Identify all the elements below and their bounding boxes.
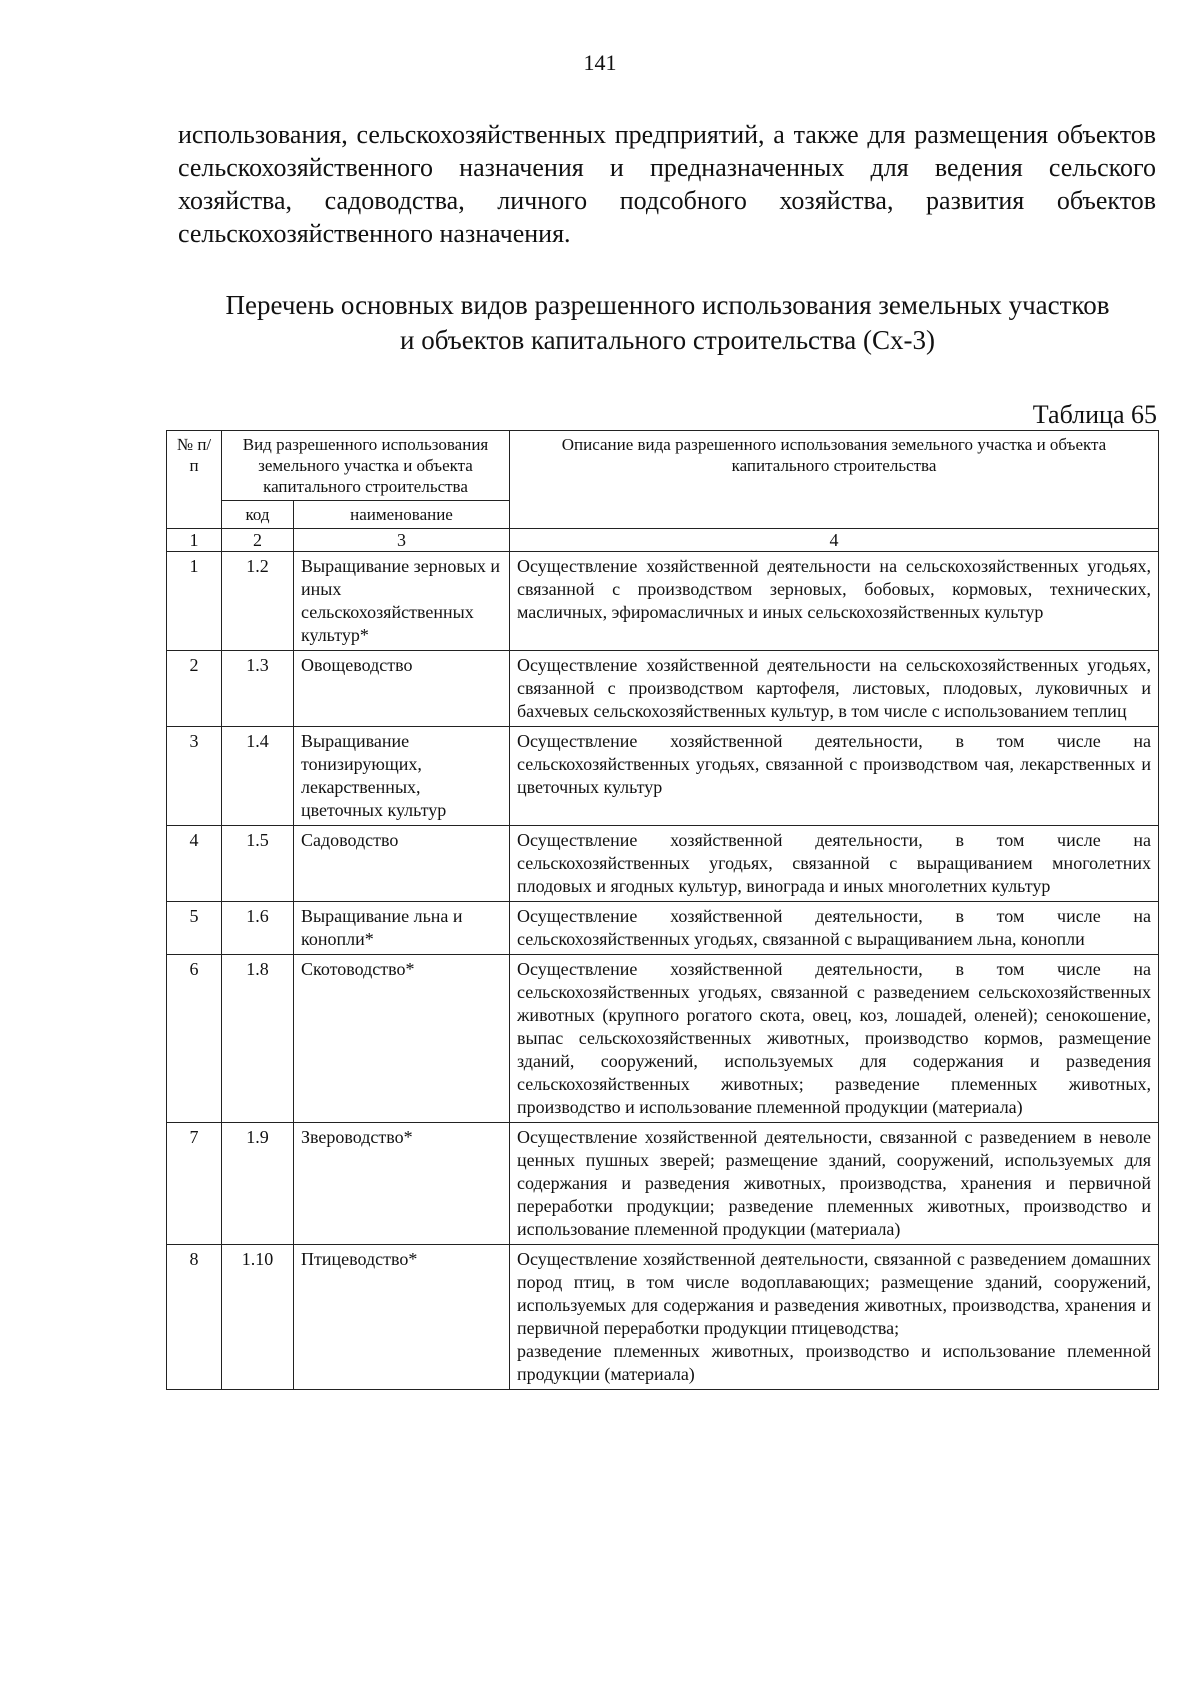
row-number-cell: 2 xyxy=(167,651,222,727)
row-name-cell: Выращивание тонизирующих, лекарственных, цветочных культур xyxy=(294,727,510,826)
row-number-cell: 1 xyxy=(167,552,222,651)
section-heading xyxy=(170,288,1165,358)
row-code-cell: 1.2 xyxy=(222,552,294,651)
row-name-cell: Скотоводство* xyxy=(294,955,510,1123)
row-name-cell: Выращивание льна и конопли* xyxy=(294,902,510,955)
page-number: 141 xyxy=(583,50,617,75)
header-type: Вид разрешенного использования земельного участка и объекта капитального строительства xyxy=(222,431,510,501)
row-description-cell: Осуществление хозяйственной деятельности на сельскохозяйственных угодьях, связанной с производством зерновых, бобовых, кормовых, технических, масличных, эфиромасличных и иных сельскохозяйственных культур xyxy=(510,552,1159,651)
index-cell: 3 xyxy=(294,529,510,552)
row-number-cell: 3 xyxy=(167,727,222,826)
table-row xyxy=(167,552,1159,651)
index-cell: 4 xyxy=(510,529,1159,552)
land-use-table xyxy=(166,430,1159,1390)
table-row xyxy=(167,955,1159,1123)
intro-paragraph: использования, сельскохозяйственных предприятий, а также для размещения объектов сельскохозяйственного назначения и предназначенных для ведения сельского хозяйства, садоводства, личного подсобного хозяйства, развития объектов сельскохозяйственного назначения. xyxy=(178,120,1156,248)
table-body xyxy=(167,529,1159,1390)
table-row xyxy=(167,826,1159,902)
row-code-cell: 1.4 xyxy=(222,727,294,826)
row-number-cell: 5 xyxy=(167,902,222,955)
row-code-cell: 1.6 xyxy=(222,902,294,955)
table-caption: Таблица 65 xyxy=(1032,400,1157,429)
row-description-cell: Осуществление хозяйственной деятельности, в том числе на сельскохозяйственных угодьях, связанной с выращиванием многолетних плодовых и ягодных культур, винограда и иных многолетних культур xyxy=(510,826,1159,902)
row-code-cell: 1.5 xyxy=(222,826,294,902)
heading-line-1: Перечень основных видов разрешенного использования земельных участков xyxy=(225,290,1110,320)
row-code-cell: 1.10 xyxy=(222,1245,294,1390)
row-description-cell: Осуществление хозяйственной деятельности, связанной с разведением домашних пород птиц, в том числе водоплавающих; размещение зданий, сооружений, используемых для содержания и разведения животных, производства, хранения и первичной переработки продукции птицеводства; разведение племенных животных, производство и использование племенной продукции (материала) xyxy=(510,1245,1159,1390)
row-number-cell: 4 xyxy=(167,826,222,902)
heading-line-2: и объектов капитального строительства (Сх-3) xyxy=(400,325,935,355)
table-row xyxy=(167,902,1159,955)
row-description-cell: Осуществление хозяйственной деятельности на сельскохозяйственных угодьях, связанной с производством картофеля, листовых, плодовых, луковичных и бахчевых сельскохозяйственных культур, в том числе с использованием теплиц xyxy=(510,651,1159,727)
table-row xyxy=(167,1245,1159,1390)
row-name-cell: Садоводство xyxy=(294,826,510,902)
row-code-cell: 1.9 xyxy=(222,1123,294,1245)
row-number-cell: 6 xyxy=(167,955,222,1123)
row-name-cell: Звероводство* xyxy=(294,1123,510,1245)
index-cell: 2 xyxy=(222,529,294,552)
row-number-cell: 8 xyxy=(167,1245,222,1390)
row-name-cell: Овощеводство xyxy=(294,651,510,727)
table-row xyxy=(167,651,1159,727)
row-name-cell: Выращивание зерновых и иных сельскохозяйственных культур* xyxy=(294,552,510,651)
header-code: код xyxy=(222,501,294,529)
row-name-cell: Птицеводство* xyxy=(294,1245,510,1390)
row-code-cell: 1.3 xyxy=(222,651,294,727)
header-name: наименование xyxy=(294,501,510,529)
index-cell: 1 xyxy=(167,529,222,552)
row-description-cell: Осуществление хозяйственной деятельности, связанной с разведением в неволе ценных пушных зверей; размещение зданий, сооружений, используемых для содержания и разведения животных, производства, хранения и первичной переработки продукции; разведение племенных животных, производство и использование племенной продукции (материала) xyxy=(510,1123,1159,1245)
row-number-cell: 7 xyxy=(167,1123,222,1245)
row-description-cell: Осуществление хозяйственной деятельности, в том числе на сельскохозяйственных угодьях, связанной с производством чая, лекарственных и цветочных культур xyxy=(510,727,1159,826)
row-description-cell: Осуществление хозяйственной деятельности, в том числе на сельскохозяйственных угодьях, связанной с разведением сельскохозяйственных животных (крупного рогатого скота, овец, коз, лошадей, оленей); сенокошение, выпас сельскохозяйственных животных, производство кормов, размещение зданий, сооружений, используемых для содержания и разведения сельскохозяйственных животных; разведение племенных животных, производство и использование племенной продукции (материала) xyxy=(510,955,1159,1123)
table-row xyxy=(167,727,1159,826)
table-row xyxy=(167,1123,1159,1245)
row-description-cell: Осуществление хозяйственной деятельности, в том числе на сельскохозяйственных угодьях, связанной с выращиванием льна, конопли xyxy=(510,902,1159,955)
index-row xyxy=(167,529,1159,552)
header-num: № п/п xyxy=(167,431,222,529)
row-code-cell: 1.8 xyxy=(222,955,294,1123)
header-description: Описание вида разрешенного использования земельного участка и объекта капитального строительства xyxy=(510,431,1159,529)
